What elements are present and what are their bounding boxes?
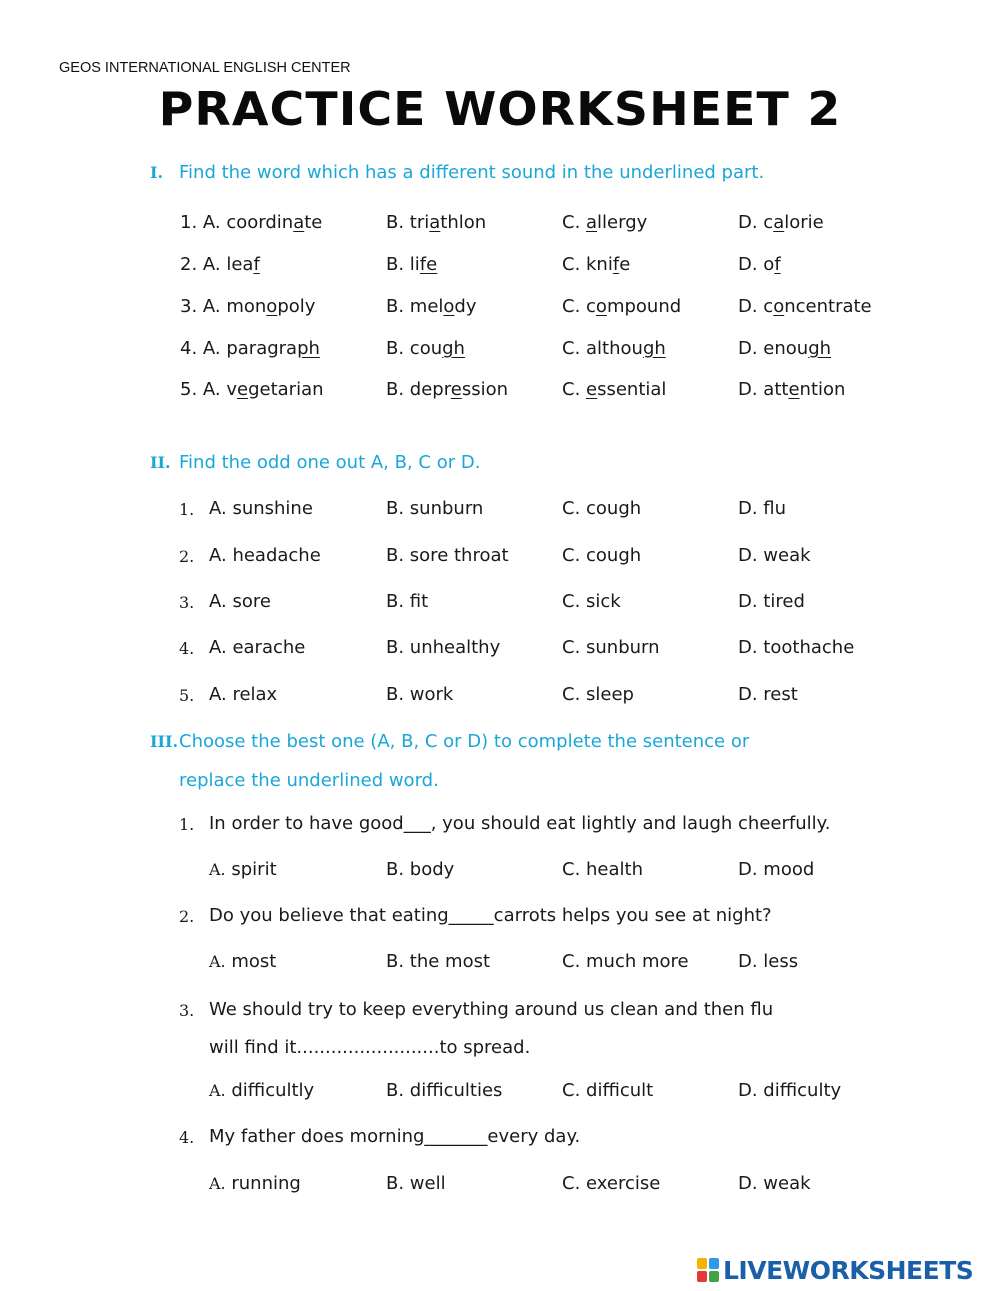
section-1-option-b (386, 296, 477, 317)
section-2-option-d: D. toothache (738, 637, 855, 658)
section-1-option-b (386, 212, 486, 233)
section-2-option-c: C. cough (562, 545, 642, 566)
section-1-option-c (562, 254, 630, 275)
section-1-option-a (180, 212, 322, 233)
section-1-option-d (738, 212, 824, 233)
section-1-row (0, 296, 1000, 322)
section-2-option-d: D. tired (738, 591, 805, 612)
question-text-line2: will find it.........................to spread. (209, 1037, 531, 1058)
underlined-part: ph (297, 338, 320, 359)
section-1-number: I. (150, 163, 164, 182)
option-text: D. c (738, 296, 774, 317)
section-2-option-c: C. sleep (562, 684, 634, 705)
question-number: 2. (179, 547, 195, 566)
underlined-part: f (612, 254, 620, 275)
section-1-row (0, 212, 1000, 238)
option-text: 3. A. mon (180, 296, 267, 317)
section-3-heading (150, 731, 749, 752)
section-2-option-b: B. unhealthy (386, 637, 501, 658)
question-text: In order to have good___, you should eat lightly and laugh cheerfully. (209, 813, 831, 834)
underlined-part: a (429, 212, 441, 233)
underlined-part: e (237, 379, 249, 400)
underlined-part: o (443, 296, 455, 317)
section-1-row (0, 338, 1000, 364)
option-text: lorie (784, 212, 824, 233)
section-1-heading (150, 162, 764, 183)
option-text: 5. A. v (180, 379, 237, 400)
section-1-option-a (180, 254, 260, 275)
section-3-option-d: D. weak (738, 1173, 811, 1194)
section-2-option-c: C. cough (562, 498, 642, 519)
option-text: most (225, 951, 277, 972)
section-1-option-d (738, 338, 831, 359)
section-3-option-b: B. well (386, 1173, 446, 1194)
section-3-option-a (209, 1080, 314, 1101)
option-text: getarian (248, 379, 324, 400)
section-3-options (0, 951, 1000, 977)
section-2-number: II. (150, 453, 171, 472)
option-text: C. c (562, 296, 596, 317)
option-text: mpound (606, 296, 682, 317)
section-3-options (0, 1173, 1000, 1199)
section-3-option-d: D. difficulty (738, 1080, 842, 1101)
underlined-part: e (450, 379, 462, 400)
underlined-part: o (773, 296, 785, 317)
section-2-row (0, 498, 1000, 524)
option-text: thlon (440, 212, 487, 233)
underlined-part: fe (419, 254, 438, 275)
section-2-option-b: B. fit (386, 591, 429, 612)
section-2-option-b: B. sunburn (386, 498, 484, 519)
section-3-number: III. (150, 732, 179, 751)
section-2-option-b: B. work (386, 684, 454, 705)
section-3-question (0, 1126, 1000, 1152)
option-letter: A. (209, 1174, 226, 1193)
section-2-option-d: D. rest (738, 684, 798, 705)
liveworksheets-logo (697, 1254, 973, 1286)
underlined-part: o (595, 296, 607, 317)
section-2-option-a: A. relax (209, 684, 278, 705)
option-text: te (304, 212, 323, 233)
section-1-option-d (738, 254, 781, 275)
organization-name: GEOS INTERNATIONAL ENGLISH CENTER (59, 60, 351, 76)
section-3-options (0, 859, 1000, 885)
section-1-option-a (180, 338, 320, 359)
section-3-option-d: D. less (738, 951, 799, 972)
section-1-option-b (386, 338, 465, 359)
option-text: D. att (738, 379, 789, 400)
section-2-option-c: C. sunburn (562, 637, 660, 658)
underlined-part: e (788, 379, 800, 400)
section-3-option-c: C. exercise (562, 1173, 661, 1194)
option-text: D. c (738, 212, 774, 233)
section-2-option-a: A. headache (209, 545, 321, 566)
question-text: Do you believe that eating_____carrots helps you see at night? (209, 905, 772, 926)
underlined-part: a (586, 212, 598, 233)
option-text: C. kni (562, 254, 613, 275)
section-3-option-b: B. body (386, 859, 455, 880)
section-3-option-b: B. difficulties (386, 1080, 503, 1101)
section-1-option-c (562, 338, 666, 359)
option-letter: A. (209, 860, 226, 879)
section-3-option-a (209, 859, 277, 880)
section-1-instruction: Find the word which has a different sound in the underlined part. (179, 162, 765, 183)
underlined-part: f (774, 254, 781, 275)
option-text: B. li (386, 254, 420, 275)
underlined-part: a (293, 212, 305, 233)
option-text: B. tri (386, 212, 430, 233)
option-text: ssential (597, 379, 667, 400)
section-3-option-a (209, 1173, 301, 1194)
question-number: 5. (179, 686, 195, 705)
section-1-option-a (180, 296, 315, 317)
section-1-option-c (562, 379, 666, 400)
section-3-options (0, 1080, 1000, 1106)
section-3-question (0, 999, 1000, 1025)
section-2-option-d: D. weak (738, 545, 811, 566)
section-3-option-b: B. the most (386, 951, 491, 972)
section-1-option-d (738, 379, 845, 400)
section-1-option-b (386, 379, 508, 400)
option-text: llergy (597, 212, 648, 233)
section-2-row (0, 637, 1000, 663)
option-text: B. depr (386, 379, 451, 400)
section-1-row (0, 254, 1000, 280)
section-2-row (0, 591, 1000, 617)
option-text: running (225, 1173, 301, 1194)
option-text: C. (562, 212, 587, 233)
underlined-part: gh (442, 338, 465, 359)
option-text: 1. A. coordin (180, 212, 294, 233)
option-text: ntion (799, 379, 846, 400)
logo-text: LIVEWORKSHEETS (723, 1255, 974, 1285)
section-3-option-c: C. difficult (562, 1080, 654, 1101)
section-2-option-a: A. sore (209, 591, 271, 612)
section-3-option-c: C. health (562, 859, 643, 880)
section-2-option-a: A. earache (209, 637, 306, 658)
question-number: 1. (179, 815, 195, 834)
section-3-option-a (209, 951, 276, 972)
section-2-option-c: C. sick (562, 591, 621, 612)
section-2-instruction: Find the odd one out A, B, C or D. (179, 452, 481, 473)
section-2-option-d: D. flu (738, 498, 787, 519)
section-2-option-a: A. sunshine (209, 498, 313, 519)
section-3-option-d: D. mood (738, 859, 815, 880)
section-3-option-c: C. much more (562, 951, 689, 972)
option-text: D. o (738, 254, 775, 275)
logo-blocks-icon (697, 1258, 719, 1282)
question-number: 3. (179, 1001, 195, 1020)
section-1-option-d (738, 296, 872, 317)
question-number: 4. (179, 1128, 195, 1147)
section-3-instruction-line2: replace the underlined word. (179, 770, 439, 791)
underlined-part: f (253, 254, 260, 275)
section-1-option-c (562, 296, 681, 317)
option-text: difficultly (225, 1080, 315, 1101)
underlined-part: o (266, 296, 278, 317)
page-title: PRACTICE WORKSHEET 2 (158, 82, 842, 136)
option-text: e (619, 254, 631, 275)
section-3-instruction: Choose the best one (A, B, C or D) to complete the sentence or (179, 731, 750, 752)
option-text: B. mel (386, 296, 444, 317)
question-number: 2. (179, 907, 195, 926)
option-text: poly (277, 296, 316, 317)
question-number: 3. (179, 593, 195, 612)
option-text: ssion (461, 379, 508, 400)
underlined-part: e (586, 379, 598, 400)
option-text: ncentrate (784, 296, 872, 317)
section-3-question (0, 905, 1000, 931)
section-2-row (0, 545, 1000, 571)
option-letter: A. (209, 1081, 226, 1100)
section-2-option-b: B. sore throat (386, 545, 509, 566)
section-1-row (0, 379, 1000, 405)
section-1-option-b (386, 254, 437, 275)
option-letter: A. (209, 952, 226, 971)
section-1-option-c (562, 212, 647, 233)
question-text: My father does morning_______every day. (209, 1126, 581, 1147)
option-text: C. (562, 379, 587, 400)
option-text: 2. A. lea (180, 254, 254, 275)
option-text: spirit (225, 859, 277, 880)
question-number: 4. (179, 639, 195, 658)
underlined-part: a (773, 212, 785, 233)
option-text: B. cou (386, 338, 443, 359)
option-text: D. enou (738, 338, 809, 359)
question-number: 1. (179, 500, 195, 519)
section-3-question (0, 813, 1000, 839)
option-text: C. althou (562, 338, 643, 359)
section-2-heading (150, 452, 480, 473)
option-text: 4. A. paragra (180, 338, 298, 359)
question-text: We should try to keep everything around us clean and then flu (209, 999, 774, 1020)
section-1-option-a (180, 379, 324, 400)
option-text: dy (454, 296, 477, 317)
section-3-question-continued (0, 1037, 1000, 1063)
underlined-part: gh (642, 338, 666, 359)
section-2-row (0, 684, 1000, 710)
underlined-part: gh (808, 338, 832, 359)
